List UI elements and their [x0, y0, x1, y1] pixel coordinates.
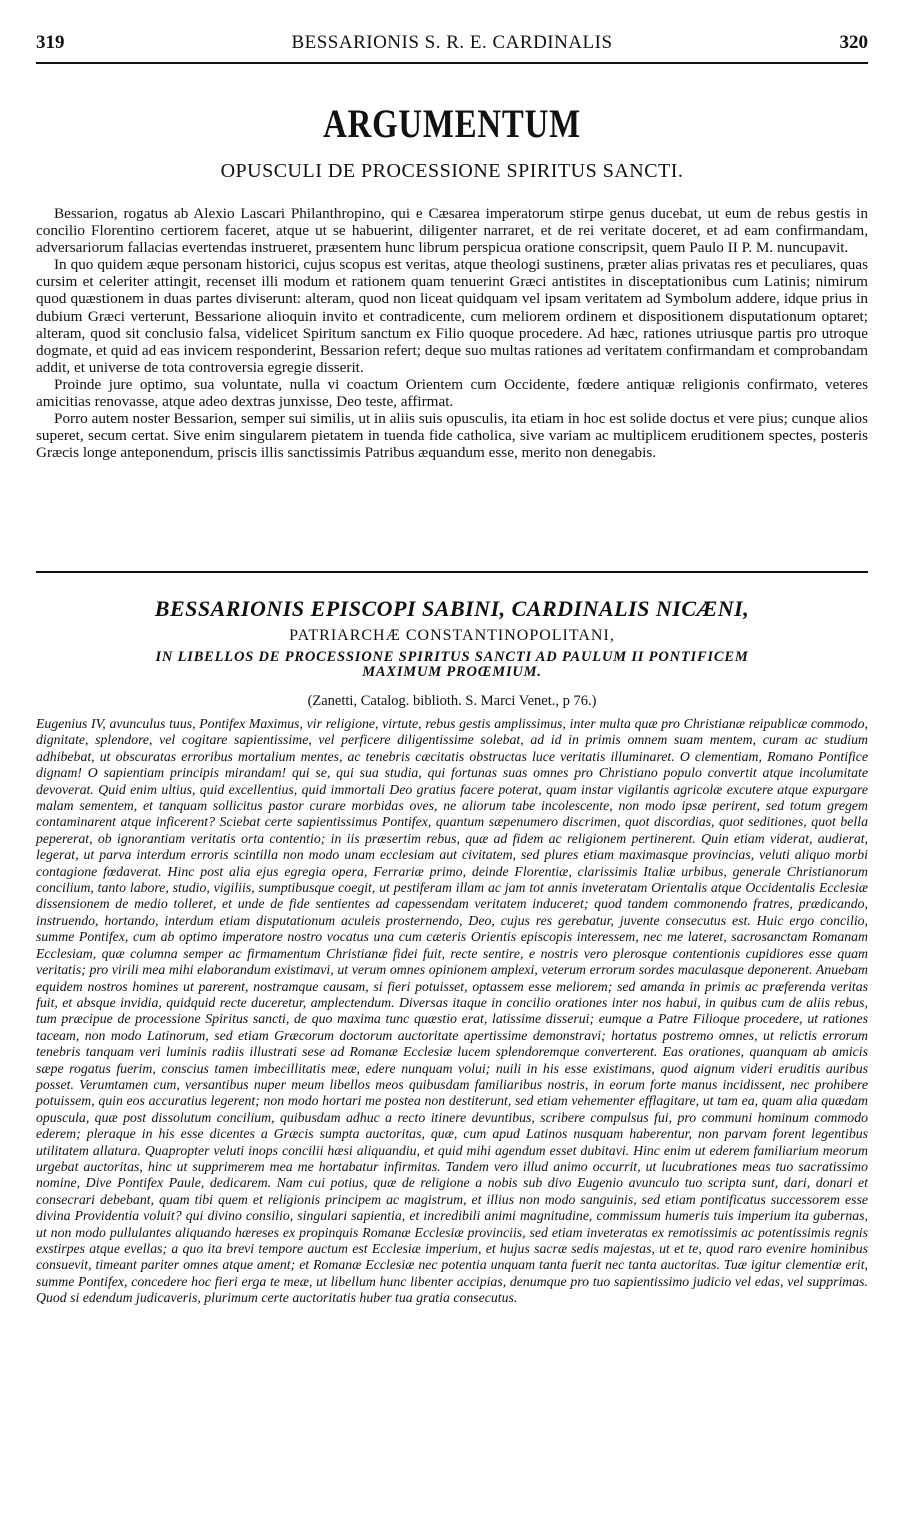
prooemium-paragraph: Eugenius IV, avunculus tuus, Pontifex Maximus, vir religione, virtute, rebus gestis amplissimus, inter multa quæ pro Christianæ reipublicæ commodo, dignitate, splendore, vel cogitare sapientissime, vel perficere diligentissime solebat, ad id in primis omnem suam mentem, curam ac studium adhibebat, ut obscuratas erroribus mortalium mentes, ac tenebris cæcitatis obstructas luce veritatis illuminaret. O clementiam, Romano Pontifice dignam! O sapientiam principis mirandam! qui se, qui sua studia, qui fortunas suas omnes pro Christiano populo convertit atque incolumitate devoverat. Quid enim ultius, quid excellentius, quid immortali Deo gratius facere poterat, quam instar vigilantis agricolæ excutere atque expurgare malam sementem, et tanquam sollicitus pastor curare morbidas oves, ne aliorum tabe incolescente, non modo ipsæ perirent, sed totum gregem contaminarent atque inficerent? Sciebat certe sapientissimus Pontifex, quantum sæpenumero discrimen, quot discordias, quot seditiones, quot bella pepererat, ob ignorantiam veritatis orta contentio; in iis præsertim rebus, quæ ad fidem ac religionem pertinerent. Quin etiam viderat, audierat, legerat, ut parva interdum erroris scintilla non modo unam ecclesiam aut civitatem, sed plures etiam maximasque provincias, veluti aliquo morbi contagione fœdaverat. Hinc post alia ejus egregia opera, Ferrariæ primo, deinde Florentiæ, clarissimis Italiæ urbibus, generale Christianorum concilium, tanto labore, studio, vigiliis, sumptibusque coegit, ut pestiferam illam ac jam tot annis inveteratam Orientalis atque Occidentalis Ecclesiæ dissensionem de medio tolleret, et unde de fide sentientes ad capessendam veritatem induceret; quod tandem commonendo fratres, prædicando, instruendo, hortando, interdum etiam disputationum aculeis prosternendo, Deo, cujus res gerebatur, juvente consecutus est. Huic ergo concilio, summe Pontifex, cum ab optimo imperatore nostro vocatus una cum cæteris Orientis episcopis interessem, nec me lateret, sacrosanctam Romanam Ecclesiam, quæ columna semper ac firmamentum Christianæ fidei fuit, recte sentire, e nostris vero plerosque contentionis cupidiores esse quam veritatis; pro virili mea mihi elaborandum existimavi, ut verum omnes opinionem amplexi, veterum errorum sordes maculasque deponerent. Anuebam equidem nostros homines ut parerent, nostramque causam, si fieri potuisset, optassem esse meliorem; sed amanda in primis ac præferenda veritas fuit, et absque invidia, quidquid recte duceretur, amplectendum. Diversas itaque in concilio orationes inter nos habui, in quibus cum de aliis rebus, tum præcipue de processione Spiritus sancti, de quo maxima tunc quæstio erat, latissime disserui; eumque a Patre Filioque procedere, ut rationes taceam, non modo Latinorum, sed etiam Græcorum doctorum auctoritate apertissime demonstravi; hortatus postremo omnes, ut relictis errorum tenebris tanquam veri luminis radiis illustrati sese ad Romanæ Ecclesiæ lucem splendoremque converterent. Eas orationes, quanquam ab amicis sæpe rogatus fuerim, conscius tamen imbecillitatis meæ, edere nunquam volui; nuili in his esse existimans, quod aignum videri eruditis auribus posset. Verumtamen cum, versantibus nuper meum libellos meos quibusdam familiaribus nostris, in eorum forte manus incidissent, nec prohibere potuissem, quin eos accuratius legerent; non modo hortari me postea non destiterunt, sed etiam vehementer efflagitare, ut tam ea, quam alia quædam opuscula, quæ post dissolutum concilium, quibusdam adhuc a recto itinere devuntibus, scribere compulsus fui, pro communi hominum commodo ederem; pleraque in his esse dicentes a Græcis sumpta auctoritas, quæ, cum apud Latinos nusquam haberentur, non parvam forent legentibus utilitatem allatura. Quapropter veluti inops concilii hæsi aliquandiu, et quid mihi agendum esset dubitavi. Hinc enim ut ederem familiarium meorum urgebat auctoritas, hinc ut supprimerem mea me hortabatur infirmitas. Tandem vero illud animo occurrit, ut lucubrationes meas tuo sacratissimo nomine, Dive Pontifex Paule, dedicarem. Nam cui potius, quæ de religione a nobis sub divo Eugenio avunculo tuo scripta sunt, dari, donari et consecrari debebant, quam tibi quem et religionis principem ac magistrum, et illius non modo sanguinis, sed etiam pontificatus successorem esse divina Providentia voluit? qui divino consilio, singulari sapientia, et incredibili animi magnitudine, commissum humeris tuis imperium ita gubernas, ut non modo pullulantes aliquando hæreses ex propinquis Romanæ Ecclesiæ provinciis, sed etiam inveteratas ex remotissimis ac potentissimis regnis exstirpes atque evellas; a quo ita brevi tempore auctum est Ecclesiæ imperium, et hujus sacræ sedis majestas, ut et te, quod raro evenire hominibus consuevit, timeant pariter omnes atque ament; et Romanæ Ecclesiæ nec potentia unquam tanta fuerit nec tanta auctoritas. Tuæ igitur clementiæ erit, summe Pontifex, concedere hoc fieri erga te meæ, ut libellum hunc libenter accipias, denumque pro tuo sapientissimo judicio vel edas, vel supprimas. Quod si edendum judicaveris, plurimum certe auctoritatis huber tua gratia consecutus.: [36, 716, 868, 1306]
running-title: BESSARIONIS S. R. E. CARDINALIS: [291, 32, 613, 53]
argumentum-title: ARGUMENTUM: [323, 101, 581, 146]
prooemium-heading: BESSARIONIS EPISCOPI SABINI, CARDINALIS NICÆNI,: [154, 596, 750, 621]
prooemium-title: IN LIBELLOS DE PROCESSIONE SPIRITUS SANCTI AD PAULUM II PONTIFICEM MAXIMUM PROŒMIUM.: [155, 649, 749, 680]
argumentum-paragraph: Porro autem noster Bessarion, semper sui similis, ut in aliis suis opusculis, ita etiam in hoc est solide doctus et vere pius; cunque alios superet, secum certat. Sive enim singularem pietatem in tuenda fide catholica, sive variam ac multiplicem eruditionem spectes, posteris Græcis longe anteponendum, priscis illis sanctissimis Patribus æquandum esse, merito non denegabis.: [36, 410, 868, 462]
source-citation: (Zanetti, Catalog. biblioth. S. Marci Venet., p 76.): [307, 693, 597, 709]
argumentum-body: [36, 205, 868, 461]
page-number-left: 319: [36, 32, 65, 53]
argumentum-subtitle: OPUSCULI DE PROCESSIONE SPIRITUS SANCTI.: [220, 160, 684, 182]
page-number-right: 320: [839, 32, 868, 53]
argumentum-paragraph: Proinde jure optimo, sua voluntate, nulla vi coactum Orientem cum Occidente, fœdere antiquæ religionis confirmato, veteres amicitias renovasse, atque adeo dextras junxisse, Deo teste, affirmat.: [36, 375, 868, 411]
header-rule: [36, 62, 868, 64]
prooemium-subheading: PATRIARCHÆ CONSTANTINOPOLITANI,: [289, 627, 615, 644]
running-head: [36, 32, 868, 56]
prooemium-body: [36, 716, 868, 1307]
argumentum-paragraph: Bessarion, rogatus ab Alexio Lascari Philanthropino, qui e Cæsarea imperatorum stirpe genus ducebat, ut eum de rebus gestis in concilio Florentino certiorem faceret, atque ut se habuerint, diligenter narraret, et de rei veritate doceret, et ad eam confirmandam, adversariorum fallacias evertendas instrueret, præsentem hunc librum perspicua oratione conscripsit, quem Paulo II P. M. nuncupavit.: [36, 205, 868, 257]
argumentum-paragraph: In quo quidem æque personam historici, cujus scopus est veritas, atque theologi sustinens, præter alias privatas res et peculiares, quas cursim et celeriter attingit, recenset illi modum et rationem quam tenuerint Græci antistites in disceptationibus cum Latinis; nimirum quod quæstionem in duas partes diviserunt: alteram, quod non liceat quidquam vel ipsam veritatem ad Symbolum addere, idque prius in dubium Græci verterunt, Bessarione alioquin invito et contradicente, cum meliorem ordinem et dispositionem disputationum optaret; alteram, quod sit conclusio falsa, videlicet Spiritum sanctum ex Filio quoque procedere. Ad hæc, rationes utriusque partis pro utroque dogmate, et quid ad eas invicem responderint, Bessarion refert; deque suo multas rationes ad veritatem confirmandam et comprobandam addit, et universe de tota controversia egregie disserit.: [36, 256, 868, 376]
section-rule: [36, 571, 868, 573]
